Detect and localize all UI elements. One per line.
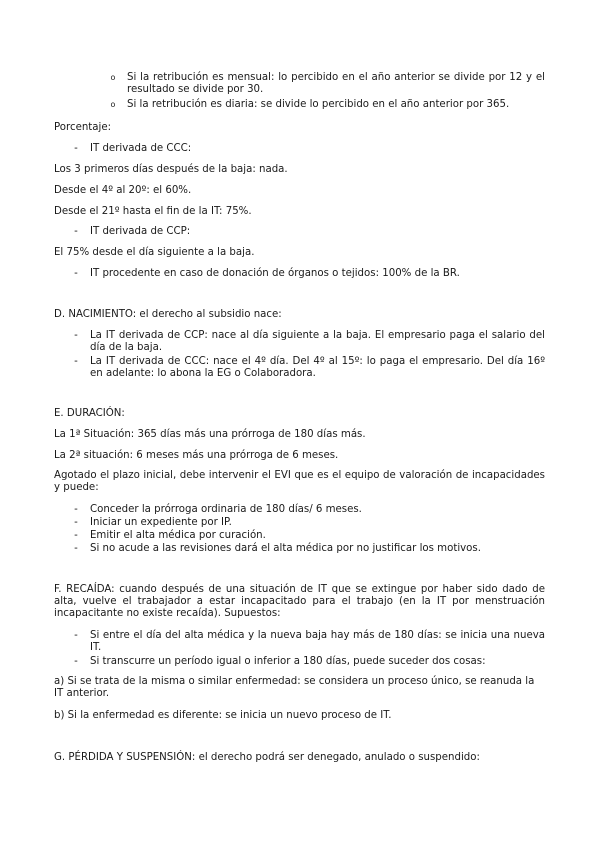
bullet-dash: - bbox=[74, 530, 78, 541]
list-item: Si entre el día del alta médica y la nueva baja hay más de 180 días: se inicia una nueva IT. bbox=[90, 630, 545, 653]
paragraph: a) Si se trata de la misma o similar enfermedad: se considera un proceso único, se reanuda la IT anterior. bbox=[54, 676, 535, 699]
bullet-dash: - bbox=[74, 517, 78, 528]
bullet-dash: - bbox=[74, 143, 78, 154]
section-paragraph: F. RECAÍDA: cuando después de una situación de IT que se extingue por haber sido dado de alta, vuelve el trabajador a estar incapacitado para el trabajo (en la IT por menstruación incapacitante no existe recaída). Supuestos: bbox=[54, 584, 545, 619]
bullet-dash: - bbox=[74, 268, 78, 279]
list-item: Conceder la prórroga ordinaria de 180 días/ 6 meses. bbox=[90, 504, 362, 515]
bullet-circle: o bbox=[110, 73, 116, 82]
list-item: IT derivada de CCP: bbox=[90, 226, 191, 237]
bullet-dash: - bbox=[74, 226, 78, 237]
section-heading: G. PÉRDIDA Y SUSPENSIÓN: el derecho podrá ser denegado, anulado o suspendido: bbox=[54, 752, 480, 763]
list-item: La IT derivada de CCC: nace el 4º día. Del 4º al 15º: lo paga el empresario. Del día 16º en adelante: lo abona la EG o Colaboradora. bbox=[90, 356, 545, 379]
list-item: Si la retribución es diaria: se divide lo percibido en el año anterior por 365. bbox=[127, 99, 510, 110]
list-item: Iniciar un expediente por IP. bbox=[90, 517, 232, 528]
bullet-dash: - bbox=[74, 656, 78, 667]
section-heading: E. DURACIÓN: bbox=[54, 408, 125, 419]
list-item: Si la retribución es mensual: lo percibido en el año anterior se divide por 12 y el resultado se divide por 30. bbox=[127, 72, 545, 95]
paragraph: La 2ª situación: 6 meses más una prórroga de 6 meses. bbox=[54, 450, 339, 461]
bullet-dash: - bbox=[74, 504, 78, 515]
paragraph: Desde el 21º hasta el fin de la IT: 75%. bbox=[54, 206, 252, 217]
section-heading: D. NACIMIENTO: el derecho al subsidio nace: bbox=[54, 309, 282, 320]
section-label: Porcentaje: bbox=[54, 122, 112, 133]
list-item: Si transcurre un período igual o inferior a 180 días, puede suceder dos cosas: bbox=[90, 656, 486, 667]
paragraph: Los 3 primeros días después de la baja: nada. bbox=[54, 164, 288, 175]
paragraph: El 75% desde el día siguiente a la baja. bbox=[54, 247, 255, 258]
list-item: IT derivada de CCC: bbox=[90, 143, 192, 154]
paragraph: b) Si la enfermedad es diferente: se inicia un nuevo proceso de IT. bbox=[54, 710, 392, 721]
paragraph: Desde el 4º al 20º: el 60%. bbox=[54, 185, 192, 196]
bullet-dash: - bbox=[74, 356, 78, 367]
bullet-dash: - bbox=[74, 630, 78, 641]
bullet-dash: - bbox=[74, 543, 78, 554]
list-item: Si no acude a las revisiones dará el alta médica por no justificar los motivos. bbox=[90, 543, 481, 554]
list-item: La IT derivada de CCP: nace al día siguiente a la baja. El empresario paga el salario del día de la baja. bbox=[90, 330, 545, 353]
bullet-dash: - bbox=[74, 330, 78, 341]
paragraph: La 1ª Situación: 365 días más una prórroga de 180 días más. bbox=[54, 429, 366, 440]
list-item: IT procedente en caso de donación de órganos o tejidos: 100% de la BR. bbox=[90, 268, 460, 279]
bullet-circle: o bbox=[110, 100, 116, 109]
paragraph: Agotado el plazo inicial, debe intervenir el EVI que es el equipo de valoración de incapacidades y puede: bbox=[54, 470, 545, 493]
list-item: Emitir el alta médica por curación. bbox=[90, 530, 266, 541]
